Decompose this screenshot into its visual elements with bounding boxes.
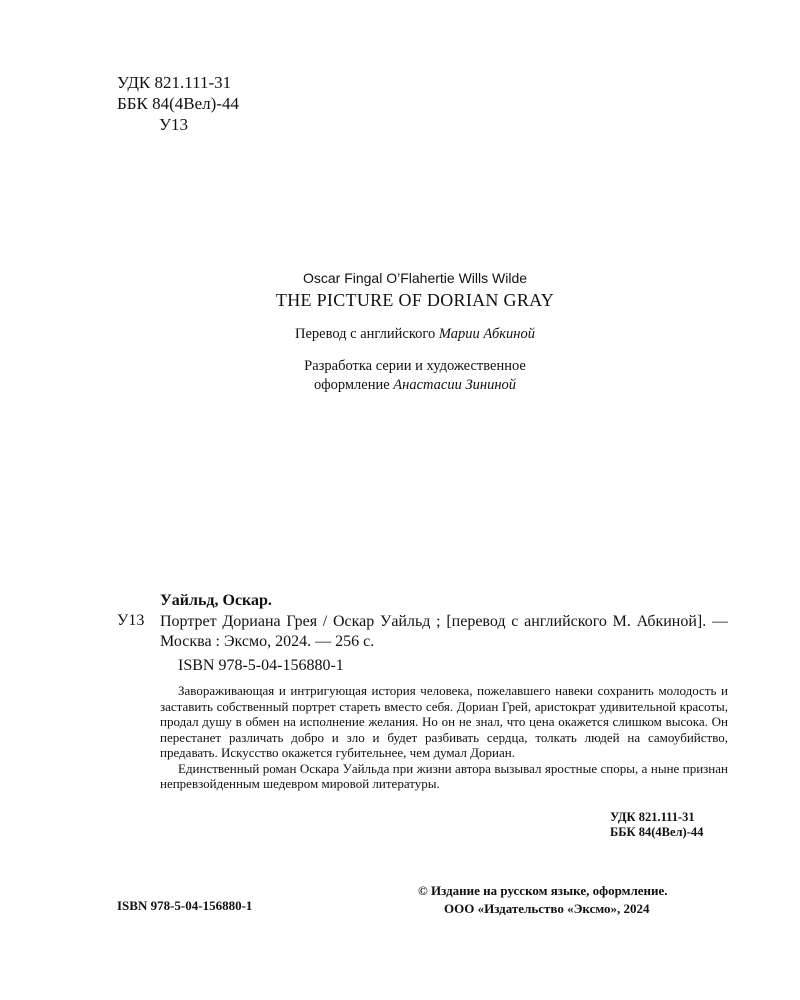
author-original-name: Oscar Fingal O’Flahertie Wills Wilde <box>302 270 528 286</box>
annotation-paragraph-1: Завораживающая и интригующая история человека, пожелавшего навеки сохранить молодость и заставить собственный портрет стареть вместо себя. Дориан Грей, аристократ удивительной красоты, продал душу в обмен на исполнение желания. Но он не знал, что цена окажется слишком высока. Он перестанет различать добро и зло и будет разбивать сердца, толкать людей на самоубийство, предавать. Искусство окажется губительнее, чем думал Дориан. <box>160 683 728 760</box>
biblio-code: У13 <box>117 612 145 629</box>
series-line-2-prefix: оформление <box>313 377 390 393</box>
series-line-1: Разработка серии и художественное <box>304 358 526 374</box>
copyright-block <box>418 882 730 918</box>
author-sign: У13 <box>159 115 189 134</box>
original-title: THE PICTURE OF DORIAN GRAY <box>275 290 555 310</box>
udk-top-block <box>117 72 239 135</box>
designer-name: Анастасии Зининой <box>393 377 517 393</box>
annotation-paragraph-2: Единственный роман Оскара Уайльда при жизни автора вызывал яростные споры, а ныне признан непревзойденным шедевром мировой литературы. <box>160 760 728 791</box>
bbk-code-bottom: ББК 84(4Вел)-44 <box>610 825 704 839</box>
translator-name: Марии Абкиной <box>438 326 535 342</box>
copyright-line-1: © Издание на русском языке, оформление. <box>418 883 668 898</box>
copyright-line-2: ООО «Издательство «Эксмо», 2024 <box>444 901 650 916</box>
series-credit <box>200 357 630 395</box>
annotation <box>160 683 728 792</box>
udk-bottom-block <box>600 810 738 840</box>
translation-credit <box>200 326 630 343</box>
udk-code: УДК 821.111-31 <box>117 73 232 92</box>
bbk-code: ББК 84(4Вел)-44 <box>117 94 239 113</box>
translation-prefix: Перевод с английского <box>294 326 436 342</box>
footer-isbn: ISBN 978-5-04-156880-1 <box>117 898 253 913</box>
udk-code-bottom: УДК 821.111-31 <box>610 810 695 824</box>
biblio-author: Уайльд, Оскар. <box>160 592 272 609</box>
biblio-isbn: ISBN 978-5-04-156880-1 <box>178 657 344 674</box>
biblio-description: Портрет Дориана Грея / Оскар Уайльд ; [перевод с английского М. Абкиной]. — Москва : Эксмо, 2024. — 256 с. <box>160 613 728 650</box>
